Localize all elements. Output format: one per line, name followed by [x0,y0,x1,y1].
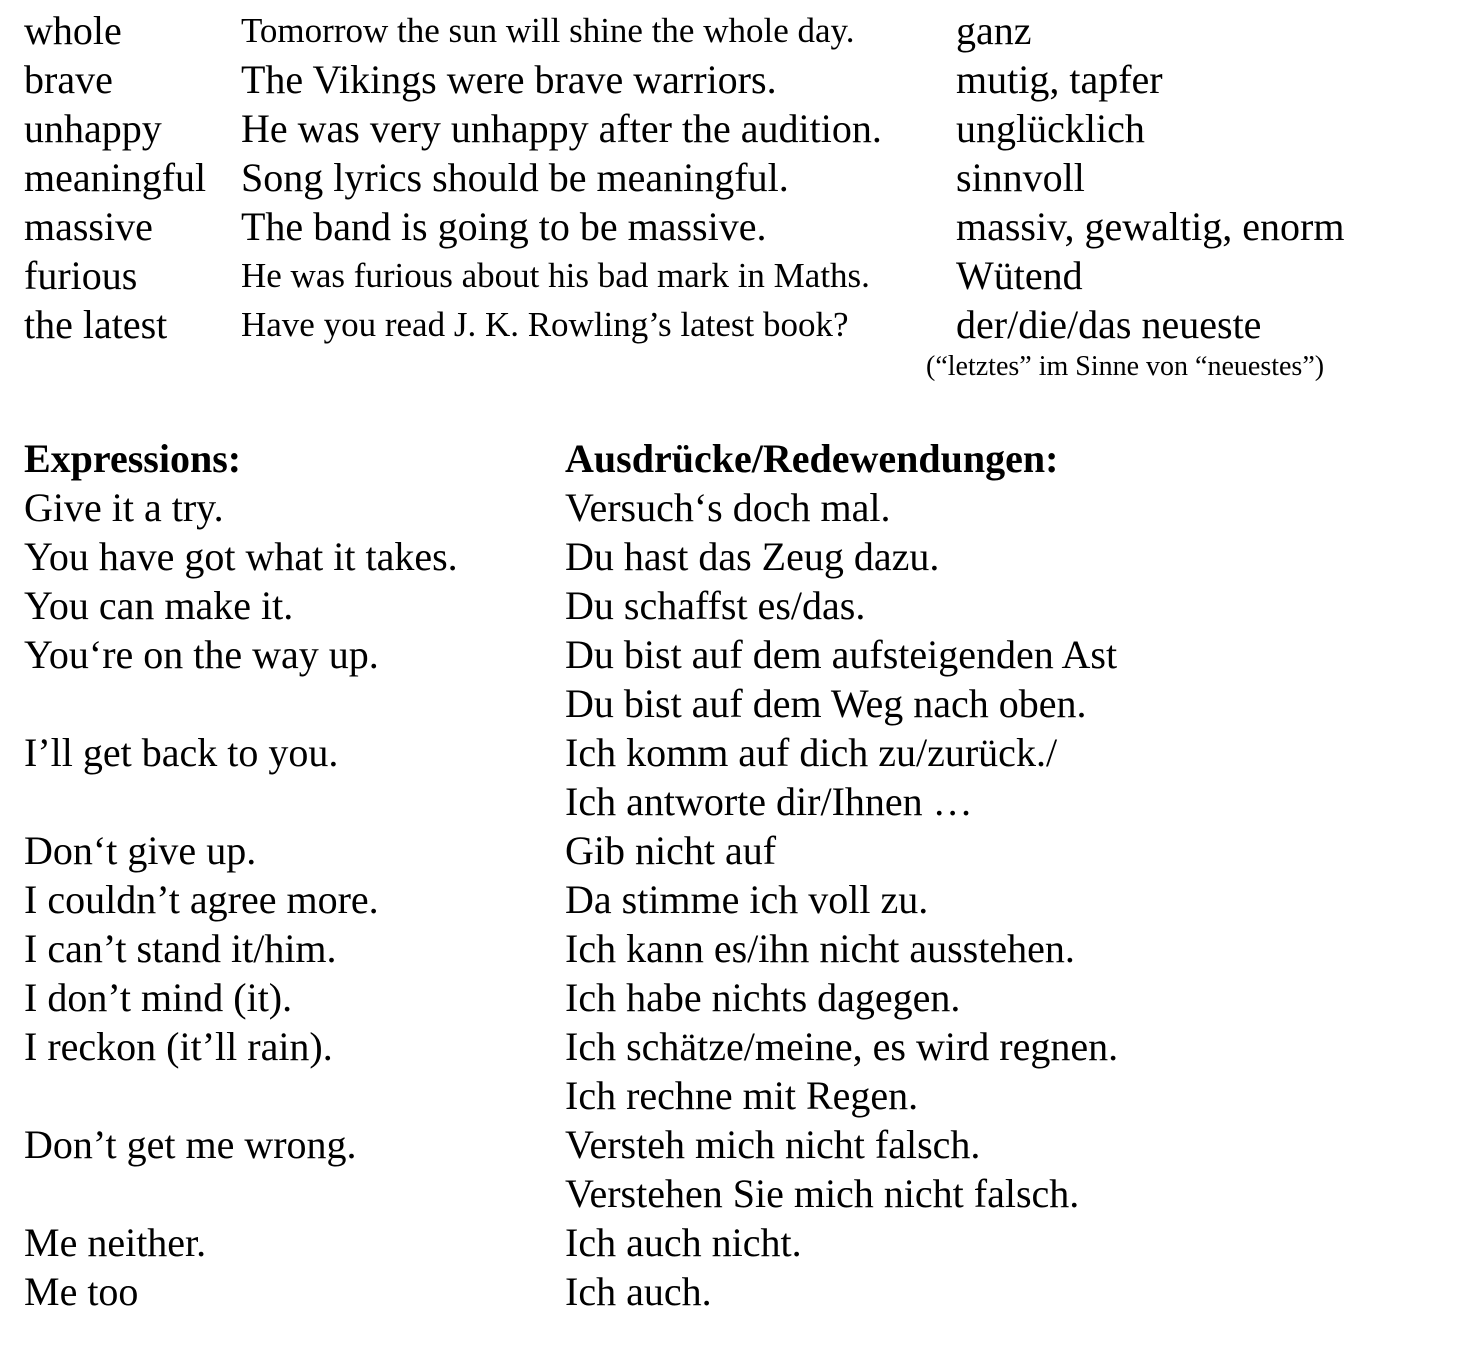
vocab-translation: der/die/das neueste [956,302,1262,347]
vocab-translation: mutig, tapfer [956,57,1163,102]
expression-german: Ich komm auf dich zu/zurück./ [565,730,1058,775]
expression-english: Give it a try. [24,485,224,530]
vocab-word: massive [24,204,153,249]
vocab-word: whole [24,8,122,53]
vocab-word: brave [24,57,113,102]
expression-german: Du bist auf dem aufsteigenden Ast [565,632,1118,677]
expression-english: I can’t stand it/him. [24,926,337,971]
vocab-word: furious [24,253,138,298]
expression-german: Versteh mich nicht falsch. [565,1122,981,1167]
expression-english: I couldn’t agree more. [24,877,379,922]
expression-german: Ich habe nichts dagegen. [565,975,961,1020]
expression-row [0,1022,1482,1071]
vocab-word: meaningful [24,155,207,200]
expression-german: Verstehen Sie mich nicht falsch. [565,1171,1080,1216]
expression-row [0,728,1482,777]
expression-row [0,630,1482,679]
expression-row [0,777,1482,826]
expression-german: Ich schätze/meine, es wird regnen. [565,1024,1119,1069]
expression-row [0,1071,1482,1120]
expression-german: Du bist auf dem Weg nach oben. [565,681,1087,726]
expression-english: I reckon (it’ll rain). [24,1024,333,1069]
vocab-translation: Wütend [956,253,1083,298]
vocab-row [0,6,1482,55]
expression-german: Ich rechne mit Regen. [565,1073,919,1118]
expression-german: Ich antworte dir/Ihnen … [565,779,973,824]
vocab-example: Song lyrics should be meaningful. [241,155,789,200]
expression-german: Ich auch nicht. [565,1220,802,1265]
expression-row [0,875,1482,924]
expression-row [0,1120,1482,1169]
expression-row [0,532,1482,581]
expression-english: Don’t get me wrong. [24,1122,357,1167]
expression-row [0,1218,1482,1267]
vocab-translation: ganz [956,8,1032,53]
expression-english: You‘re on the way up. [24,632,379,677]
expressions-heading-german: Ausdrücke/Redewendungen: [565,436,1059,481]
expression-german: Ich kann es/ihn nicht ausstehen. [565,926,1075,971]
expression-german: Du hast das Zeug dazu. [565,534,940,579]
expression-english: Me too [24,1269,139,1314]
vocab-example: The band is going to be massive. [241,204,767,249]
expressions-heading: Expressions: [24,436,242,481]
expression-english: Don‘t give up. [24,828,257,873]
expression-row [0,483,1482,532]
expression-english: I don’t mind (it). [24,975,293,1020]
vocab-row [0,300,1482,349]
expression-row [0,826,1482,875]
vocab-word: the latest [24,302,168,347]
expression-row [0,679,1482,728]
vocab-translation: unglücklich [956,106,1145,151]
vocab-row [0,153,1482,202]
expression-german: Ich auch. [565,1269,712,1314]
expression-english: I’ll get back to you. [24,730,339,775]
expression-german: Da stimme ich voll zu. [565,877,929,922]
vocab-translation: sinnvoll [956,155,1085,200]
latest-note: (“letztes” im Sinne von “neuestes”) [926,351,1325,382]
vocab-example: The Vikings were brave warriors. [241,57,777,102]
expression-english: You can make it. [24,583,294,628]
expression-english: You have got what it takes. [24,534,458,579]
vocab-example: Have you read J. K. Rowling’s latest book? [241,305,849,344]
expression-english: Me neither. [24,1220,207,1265]
expression-row [0,1169,1482,1218]
expression-row [0,973,1482,1022]
expression-row [0,1267,1482,1316]
vocab-translation: massiv, gewaltig, enorm [956,204,1345,249]
expression-row [0,581,1482,630]
vocab-example: Tomorrow the sun will shine the whole day. [241,11,855,50]
vocab-row [0,251,1482,300]
vocab-row [0,55,1482,104]
expression-german: Gib nicht auf [565,828,777,873]
expression-german: Du schaffst es/das. [565,583,866,628]
expression-row [0,924,1482,973]
vocab-word: unhappy [24,106,162,151]
vocab-row [0,202,1482,251]
vocab-row [0,104,1482,153]
expression-german: Versuch‘s doch mal. [565,485,891,530]
vocab-example: He was very unhappy after the audition. [241,106,882,151]
vocab-example: He was furious about his bad mark in Maths. [241,256,870,295]
